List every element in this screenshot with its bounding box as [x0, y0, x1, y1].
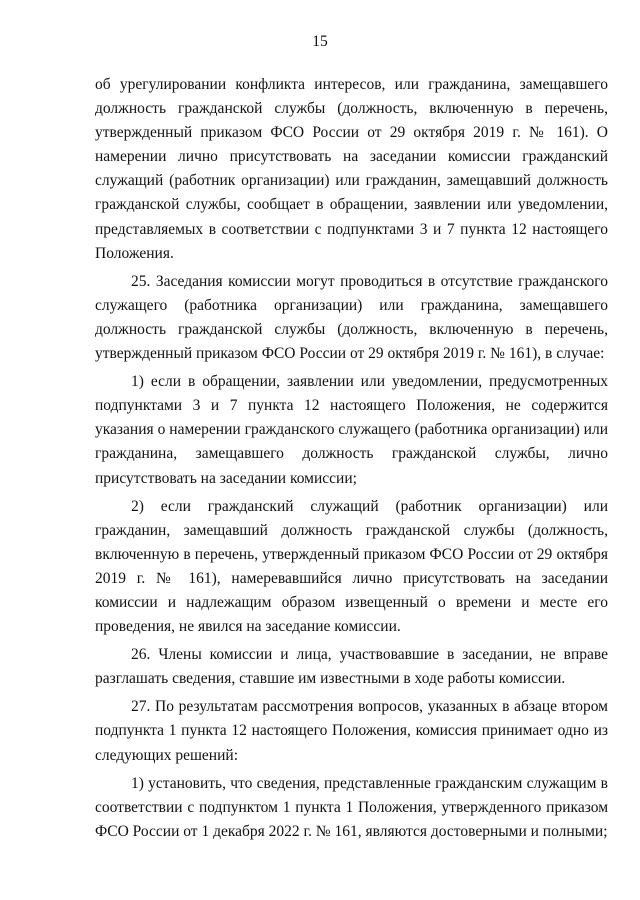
paragraph-subitem-25-1: 1) если в обращении, заявлении или уведомлении, предусмотренных подпунктами 3 и 7 пункта 12 настоящего Положения, не содержится указания о намерении гражданского служащего (работника организации) или гражданина, замещавшего должность гражданской службы, лично присутствовать на заседании комиссии;: [95, 373, 608, 487]
document-body: [95, 73, 608, 848]
page-number: 15: [312, 33, 328, 50]
paragraph-continuation: об урегулировании конфликта интересов, или гражданина, замещавшего должность гражданской службы (должность, включенную в перечень, утвержденный приказом ФСО России от 29 октября 2019 г. № 161). О намерении лично присутствовать на заседании комиссии гражданский служащий (работник организации) или гражданин, замещавший должность гражданской службы, сообщает в обращении, заявлении или уведомлении, представляемых в соответствии с подпунктами 3 и 7 пункта 12 настоящего Положения.: [95, 76, 608, 262]
paragraph-item-27: 27. По результатам рассмотрения вопросов, указанных в абзаце втором подпункта 1 пункта 12 настоящего Положения, комиссия принимает одно из следующих решений:: [95, 698, 608, 764]
paragraph-subitem-27-1: 1) установить, что сведения, представленные гражданским служащим в соответствии с подпунктом 1 пункта 1 Положения, утвержденного приказом ФСО России от 1 декабря 2022 г. № 161, являются достоверными и полными;: [95, 774, 608, 840]
paragraph-item-25: 25. Заседания комиссии могут проводиться в отсутствие гражданского служащего (работника организации) или гражданина, замещавшего должность гражданской службы (должность, включенную в перечень, утвержденный приказом ФСО России от 29 октября 2019 г. № 161), в случае:: [95, 272, 608, 363]
paragraph-item-26: 26. Члены комиссии и лица, участвовавшие в заседании, не вправе разглашать сведения, ставшие им известными в ходе работы комиссии.: [95, 646, 608, 688]
paragraph-subitem-25-2: 2) если гражданский служащий (работник организации) или гражданин, замещавший должность гражданской службы (должность, включенную в перечень, утвержденный приказом ФСО России от 29 октября 2019 г. № 161), намеревавшийся лично присутствовать на заседании комиссии и надлежащим образом извещенный о времени и месте его проведения, не явился на заседание комиссии.: [95, 497, 608, 636]
